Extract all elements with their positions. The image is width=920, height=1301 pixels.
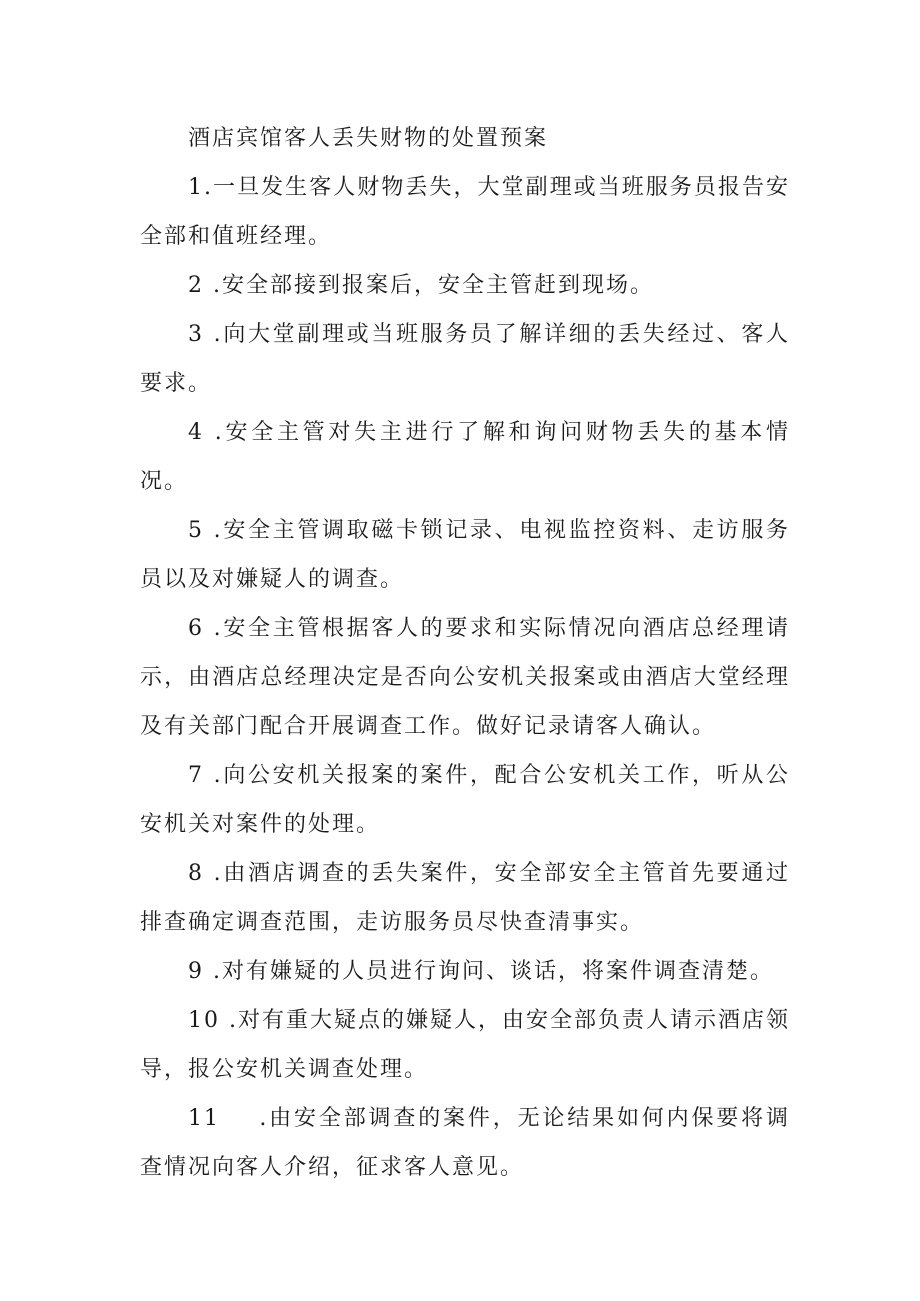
paragraph-9: 9 .对有嫌疑的人员进行询问、谈话，将案件调查清楚。 [188,959,774,984]
document-page [140,114,790,1192]
document-title: 酒店宾馆客人丢失财物的处置预案 [188,126,549,151]
paragraph-3: 3 .向大堂副理或当班服务员了解详细的丢失经过、客人要求。 [140,322,790,396]
paragraph-5: 5 .安全主管调取磁卡锁记录、电视监控资料、走访服务员以及对嫌疑人的调查。 [140,518,790,592]
paragraph-4: 4 .安全主管对失主进行了解和询问财物丢失的基本情况。 [140,420,790,494]
paragraph-10: 10 .对有重大疑点的嫌疑人，由安全部负责人请示酒店领导，报公安机关调查处理。 [140,1008,790,1082]
paragraph-8: 8 .由酒店调查的丢失案件，安全部安全主管首先要通过排查确定调查范围，走访服务员尽快查清事实。 [140,861,790,935]
paragraph-11: 11 .由安全部调查的案件，无论结果如何内保要将调查情况向客人介绍，征求客人意见。 [140,1106,790,1180]
paragraph-6: 6 .安全主管根据客人的要求和实际情况向酒店总经理请示，由酒店总经理决定是否向公安机关报案或由酒店大堂经理及有关部门配合开展调查工作。做好记录请客人确认。 [140,616,790,739]
paragraph-7: 7 .向公安机关报案的案件，配合公安机关工作，听从公安机关对案件的处理。 [140,763,790,837]
paragraph-1: 1.一旦发生客人财物丢失，大堂副理或当班服务员报告安全部和值班经理。 [140,175,790,249]
paragraph-2: 2 .安全部接到报案后，安全主管赶到现场。 [188,273,654,298]
